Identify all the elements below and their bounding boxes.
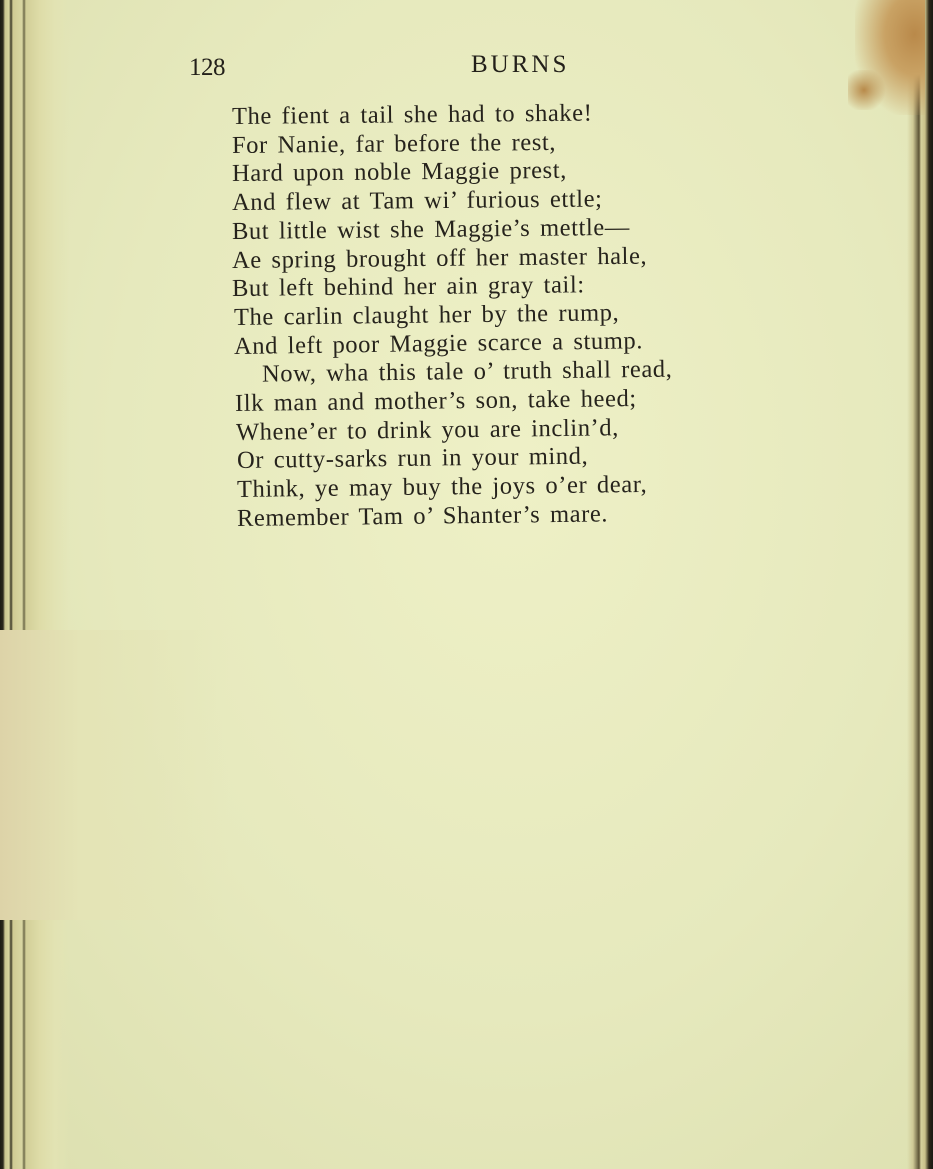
- binding-shadow-patch: [0, 630, 230, 920]
- poem-line: The carlin claught her by the rump,: [233, 299, 620, 331]
- page-number: 128: [189, 54, 225, 81]
- running-head: BURNS: [471, 51, 570, 78]
- poem-line: Now, wha this tale o’ truth shall read,: [261, 355, 673, 388]
- poem-line: Ilk man and mother’s son, take heed;: [234, 385, 637, 417]
- poem-line: Remember Tam o’ Shanter’s mare.: [236, 500, 609, 532]
- poem-line: Or cutty-sarks run in your mind,: [236, 443, 589, 475]
- page-right-edge: [907, 0, 933, 1169]
- poem-line: Whene’er to drink you are inclin’d,: [235, 414, 620, 446]
- poem-line: For Nanie, far before the rest,: [231, 128, 557, 159]
- poem-line: Ae spring brought off her master hale,: [231, 242, 648, 274]
- book-binding-edge: [0, 0, 70, 1169]
- poem-line: But little wist she Maggie’s mettle—: [231, 213, 631, 245]
- poem-stanza: [231, 99, 792, 534]
- poem-line: Hard upon noble Maggie prest,: [231, 157, 568, 188]
- poem-line: Think, ye may buy the joys o’er dear,: [236, 471, 648, 504]
- poem-line: And flew at Tam wi’ furious ettle;: [231, 185, 603, 217]
- poem-line: The fient a tail she had to shake!: [231, 99, 593, 130]
- poem-line: And left poor Maggie scarce a stump.: [233, 326, 644, 360]
- poem-line: But left behind her ain gray tail:: [231, 271, 585, 303]
- page-header: [0, 48, 933, 88]
